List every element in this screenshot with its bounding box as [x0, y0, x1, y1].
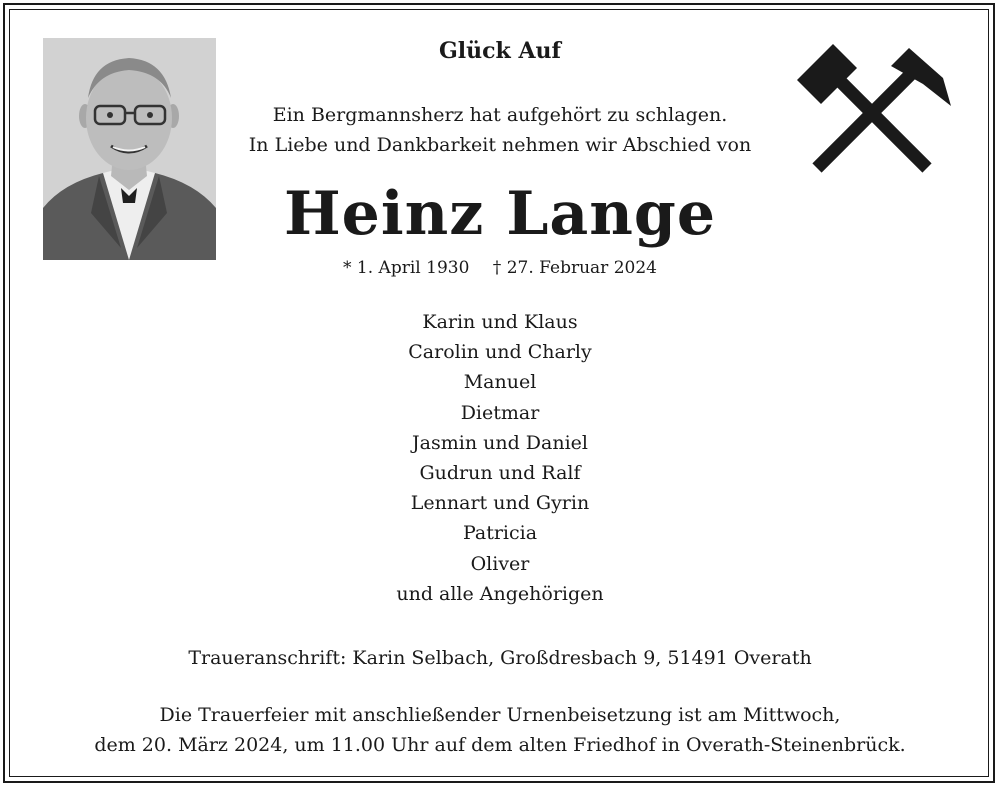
ceremony-line-1: Die Trauerfeier mit anschließender Urnenbeisetzung ist am Mittwoch,	[159, 704, 841, 726]
ceremony-line-2: dem 20. März 2024, um 11.00 Uhr auf dem alten Friedhof in Overath-Steinenbrück.	[94, 734, 906, 756]
intro-line-2: In Liebe und Dankbarkeit nehmen wir Abschied von	[248, 134, 752, 156]
family-member: Gudrun und Ralf	[419, 461, 581, 484]
family-member: Lennart und Gyrin	[410, 492, 590, 515]
family-member: und alle Angehörigen	[396, 582, 604, 605]
death-date: † 27. Februar 2024	[492, 258, 657, 278]
family-member: Karin und Klaus	[422, 311, 578, 333]
birth-date: * 1. April 1930	[343, 258, 470, 278]
life-dates	[0, 258, 1000, 278]
mourning-address: Traueranschrift: Karin Selbach, Großdresbach 9, 51491 Overath	[188, 647, 812, 669]
family-member: Carolin und Charly	[408, 341, 592, 364]
family-list	[0, 307, 1000, 609]
intro-line-1: Ein Bergmannsherz hat aufgehört zu schlagen.	[272, 104, 728, 126]
intro-text	[0, 100, 1000, 160]
family-member: Oliver	[470, 552, 530, 575]
greeting: Glück Auf	[439, 38, 561, 64]
deceased-name: Heinz Lange	[283, 179, 717, 249]
family-member: Manuel	[463, 371, 537, 394]
family-member: Patricia	[462, 522, 538, 545]
ceremony-info	[0, 700, 1000, 760]
family-member: Jasmin und Daniel	[412, 431, 588, 454]
family-member: Dietmar	[460, 401, 540, 424]
